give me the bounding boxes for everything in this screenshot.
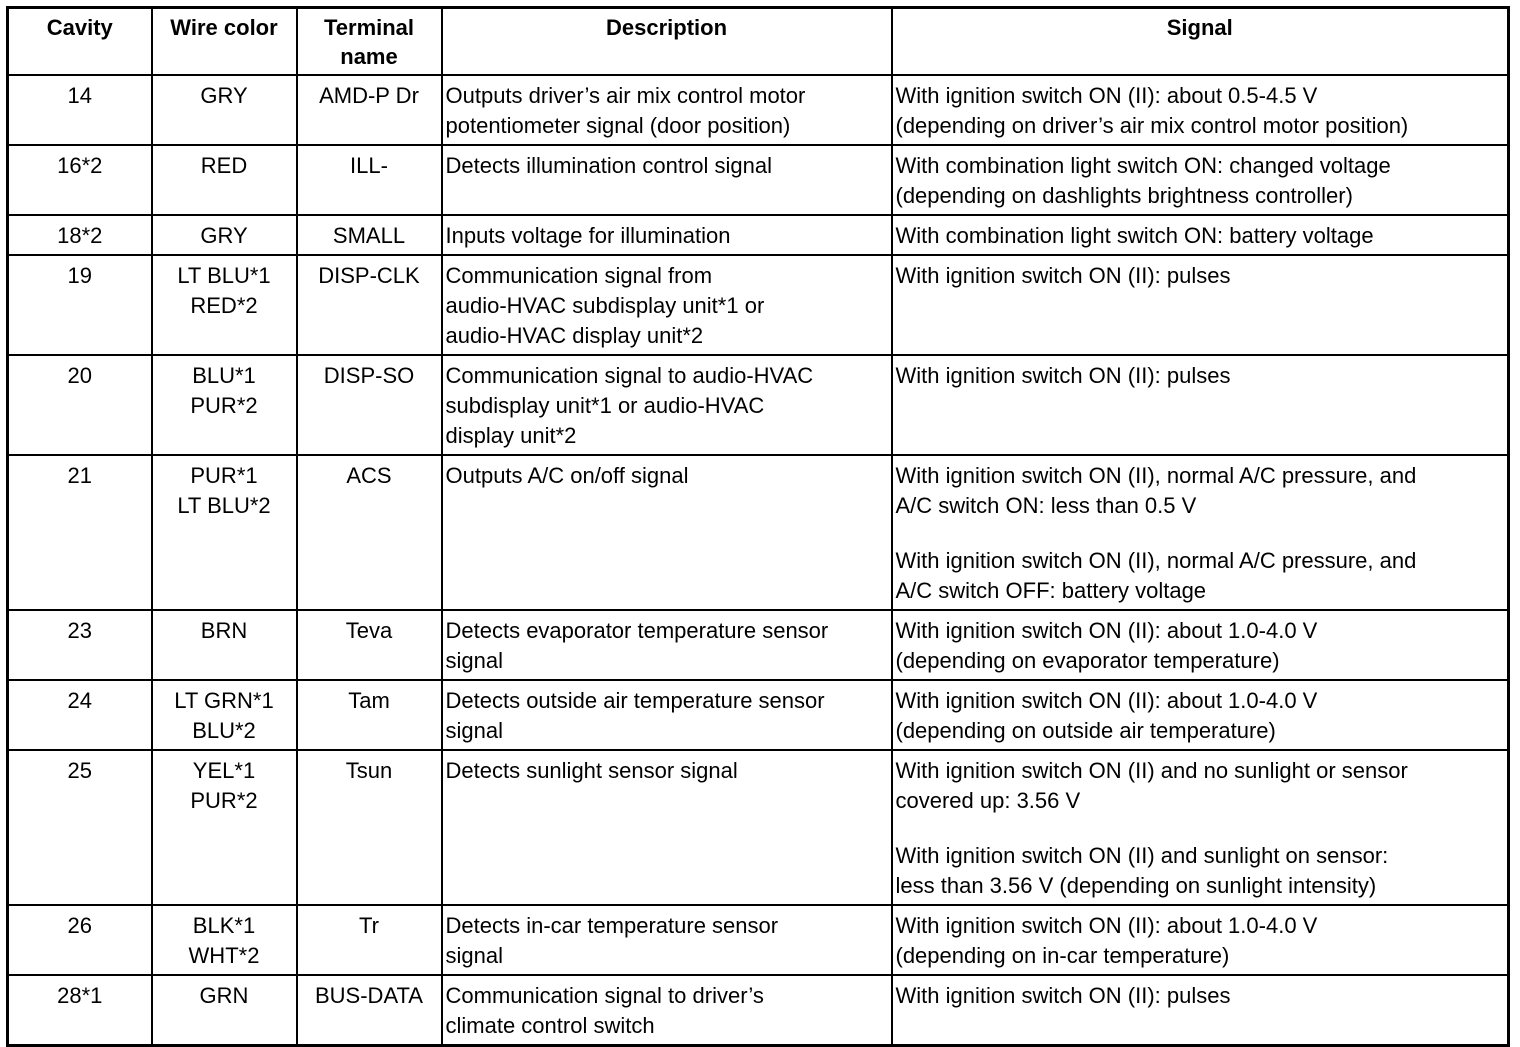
terminal-table: [6, 6, 1510, 1047]
signal-line: With ignition switch ON (II): pulses: [895, 363, 1231, 388]
wire-color-line: BLU*1: [192, 363, 256, 388]
signal-line: With ignition switch ON (II): pulses: [895, 983, 1231, 1008]
table-row: [8, 905, 1509, 975]
signal-cell: [892, 145, 1509, 215]
description-line: Detects sunlight sensor signal: [445, 758, 738, 783]
table-row: [8, 680, 1509, 750]
description-cell: [442, 355, 892, 455]
header-wire-color: Wire color: [152, 8, 297, 76]
wire-color-cell: [152, 610, 297, 680]
signal-line: With ignition switch ON (II): pulses: [895, 263, 1231, 288]
table-row: [8, 145, 1509, 215]
wire-color-cell: [152, 975, 297, 1046]
signal-line: covered up: 3.56 V: [895, 788, 1081, 813]
terminal-name-cell: SMALL: [297, 215, 442, 255]
table-row: [8, 355, 1509, 455]
terminal-name-cell: Tr: [297, 905, 442, 975]
description-line: subdisplay unit*1 or audio-HVAC: [445, 393, 765, 418]
description-cell: [442, 610, 892, 680]
signal-line: With ignition switch ON (II): about 1.0-4.0 V: [895, 688, 1318, 713]
cavity-cell: 20: [8, 355, 152, 455]
description-line: audio-HVAC subdisplay unit*1 or: [445, 293, 765, 318]
terminal-name-cell: Tsun: [297, 750, 442, 905]
header-signal: Signal: [892, 8, 1509, 76]
signal-line: With ignition switch ON (II), normal A/C pressure, and: [895, 548, 1417, 573]
table-row: [8, 255, 1509, 355]
wire-color-cell: [152, 75, 297, 145]
terminal-name-cell: AMD-P Dr: [297, 75, 442, 145]
description-cell: [442, 145, 892, 215]
header-row: [8, 8, 1509, 76]
description-line: climate control switch: [445, 1013, 655, 1038]
signal-cell: [892, 750, 1509, 905]
description-line: potentiometer signal (door position): [445, 113, 791, 138]
signal-line: (depending on dashlights brightness controller): [895, 183, 1353, 208]
cavity-cell: 23: [8, 610, 152, 680]
table-row: [8, 750, 1509, 905]
wire-color-line: GRN: [199, 983, 249, 1008]
header-terminal-name: [297, 8, 442, 76]
terminal-name-cell: DISP-SO: [297, 355, 442, 455]
signal-line: With ignition switch ON (II): about 1.0-4.0 V: [895, 913, 1318, 938]
description-line: Outputs A/C on/off signal: [445, 463, 689, 488]
table-row: [8, 610, 1509, 680]
signal-cell: [892, 610, 1509, 680]
cavity-cell: 16*2: [8, 145, 152, 215]
signal-cell: [892, 455, 1509, 610]
description-cell: [442, 750, 892, 905]
description-cell: [442, 680, 892, 750]
terminal-name-cell: Tam: [297, 680, 442, 750]
wire-color-line: LT BLU*2: [177, 493, 271, 518]
wire-color-line: PUR*1: [190, 463, 258, 488]
wire-color-line: LT GRN*1: [174, 688, 274, 713]
wire-color-cell: [152, 455, 297, 610]
terminal-name-cell: ILL-: [297, 145, 442, 215]
terminal-name-cell: Teva: [297, 610, 442, 680]
wire-color-line: BLK*1: [192, 913, 256, 938]
cavity-cell: 25: [8, 750, 152, 905]
signal-line: With ignition switch ON (II): about 1.0-4.0 V: [895, 618, 1318, 643]
description-cell: [442, 455, 892, 610]
table-row: [8, 75, 1509, 145]
wire-color-line: BRN: [200, 618, 248, 643]
signal-cell: [892, 905, 1509, 975]
description-line: signal: [445, 943, 503, 968]
description-cell: [442, 975, 892, 1046]
description-cell: [442, 255, 892, 355]
description-line: Detects in-car temperature sensor: [445, 913, 779, 938]
wire-color-line: PUR*2: [190, 788, 258, 813]
table-row: [8, 455, 1509, 610]
table-body: [8, 75, 1509, 1046]
description-line: signal: [445, 718, 503, 743]
terminal-name-cell: ACS: [297, 455, 442, 610]
table-row: [8, 215, 1509, 255]
description-line: signal: [445, 648, 503, 673]
description-cell: [442, 215, 892, 255]
signal-line: (depending on driver’s air mix control motor position): [895, 113, 1409, 138]
signal-cell: [892, 255, 1509, 355]
wire-color-line: PUR*2: [190, 393, 258, 418]
cavity-cell: 24: [8, 680, 152, 750]
header-cavity: Cavity: [8, 8, 152, 76]
terminal-name-cell: DISP-CLK: [297, 255, 442, 355]
signal-cell: [892, 975, 1509, 1046]
description-line: Communication signal to driver’s: [445, 983, 764, 1008]
wire-color-cell: [152, 145, 297, 215]
description-cell: [442, 905, 892, 975]
wire-color-cell: [152, 215, 297, 255]
description-line: display unit*2: [445, 423, 577, 448]
description-line: Detects outside air temperature sensor: [445, 688, 825, 713]
wire-color-line: RED*2: [190, 293, 258, 318]
signal-line: A/C switch ON: less than 0.5 V: [895, 493, 1197, 518]
wire-color-line: GRY: [200, 223, 248, 248]
signal-line: With ignition switch ON (II) and no sunlight or sensor: [895, 758, 1408, 783]
signal-line: less than 3.56 V (depending on sunlight intensity): [895, 873, 1377, 898]
signal-line: A/C switch OFF: battery voltage: [895, 578, 1207, 603]
signal-line: (depending on outside air temperature): [895, 718, 1276, 743]
wire-color-line: WHT*2: [188, 943, 260, 968]
table-row: [8, 975, 1509, 1046]
header-description: Description: [442, 8, 892, 76]
signal-line: (depending on evaporator temperature): [895, 648, 1280, 673]
signal-cell: [892, 215, 1509, 255]
signal-cell: [892, 680, 1509, 750]
signal-line: With ignition switch ON (II): about 0.5-4.5 V: [895, 83, 1318, 108]
description-line: audio-HVAC display unit*2: [445, 323, 704, 348]
wire-color-line: YEL*1: [192, 758, 256, 783]
cavity-cell: 14: [8, 75, 152, 145]
description-cell: [442, 75, 892, 145]
wire-color-cell: [152, 680, 297, 750]
description-line: Detects evaporator temperature sensor: [445, 618, 829, 643]
cavity-cell: 28*1: [8, 975, 152, 1046]
description-line: Communication signal from: [445, 263, 713, 288]
wire-color-line: BLU*2: [192, 718, 256, 743]
signal-line: (depending on in-car temperature): [895, 943, 1230, 968]
cavity-cell: 18*2: [8, 215, 152, 255]
header-terminal-name-line: Terminal: [323, 15, 415, 40]
description-line: Detects illumination control signal: [445, 153, 772, 178]
cavity-cell: 26: [8, 905, 152, 975]
wire-color-cell: [152, 905, 297, 975]
description-line: Outputs driver’s air mix control motor: [445, 83, 806, 108]
signal-line: With ignition switch ON (II) and sunlight on sensor:: [895, 843, 1389, 868]
signal-line: With combination light switch ON: changed voltage: [895, 153, 1391, 178]
wire-color-cell: [152, 750, 297, 905]
terminal-name-cell: BUS-DATA: [297, 975, 442, 1046]
signal-line: With ignition switch ON (II), normal A/C pressure, and: [895, 463, 1417, 488]
cavity-cell: 19: [8, 255, 152, 355]
cavity-cell: 21: [8, 455, 152, 610]
signal-cell: [892, 355, 1509, 455]
wire-color-cell: [152, 255, 297, 355]
wire-color-cell: [152, 355, 297, 455]
wire-color-line: LT BLU*1: [177, 263, 271, 288]
wire-color-line: RED: [200, 153, 248, 178]
header-terminal-name-line: name: [340, 44, 398, 69]
description-line: Communication signal to audio-HVAC: [445, 363, 814, 388]
wire-color-line: GRY: [200, 83, 248, 108]
signal-cell: [892, 75, 1509, 145]
paragraph-gap: [896, 521, 1505, 546]
description-line: Inputs voltage for illumination: [445, 223, 731, 248]
paragraph-gap: [896, 816, 1505, 841]
signal-line: With combination light switch ON: battery voltage: [895, 223, 1374, 248]
